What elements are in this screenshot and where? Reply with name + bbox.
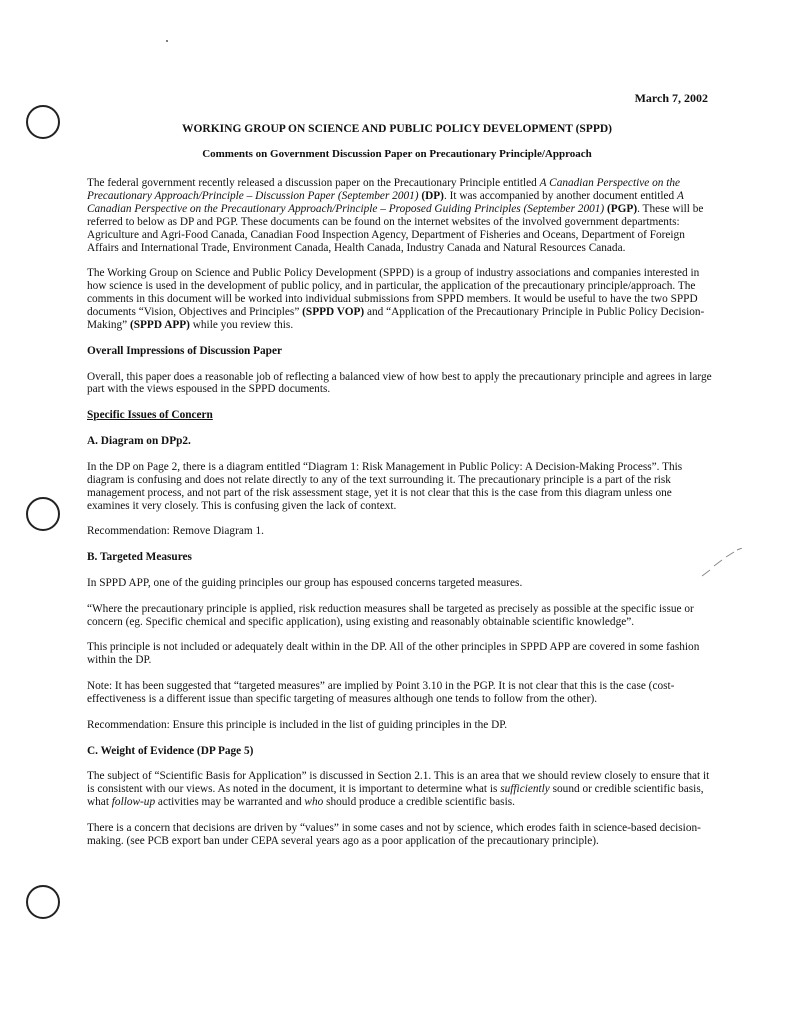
sppd-text: The Working Group on Science and Public Policy Development (SPPD) is a group of industry associations and companies interested in how science is used in the development of public policy, and in particular, the application of the precautionary principle/approach. The comments in this document will be worked into individual submissions from SPPD members. It would be useful to have the two SPPD documents “Vision, Objectives and Principles” (87, 267, 700, 319)
section-b-text: In SPPD APP, one of the guiding principles our group has espoused concerns targeted measures. (87, 576, 523, 589)
punch-hole-middle (26, 497, 60, 531)
scan-speck (166, 40, 168, 42)
pgp-abbrev: (PGP) (604, 202, 638, 215)
punch-hole-bottom (26, 885, 60, 919)
sppd-app: (SPPD APP) (129, 318, 190, 331)
section-c-emphasis: sufficiently (500, 783, 550, 796)
section-c-span: The subject of “Scientific Basis for Application” is discussed in Section 2.1. This is an area that we should review closely to ensure that it is consistent with our views. As noted in the document, it is important to determine what is (87, 770, 710, 796)
intro-paragraph (87, 177, 712, 254)
sppd-vop: (SPPD VOP) (302, 306, 365, 319)
dp-title: A Canadian Perspective on the Precautionary Approach/Principle – Discussion Paper (September 2001) (87, 177, 681, 202)
document-date: March 7, 2002 (634, 91, 708, 105)
section-c-span: sound or credible scientific basis, what (87, 783, 704, 809)
section-a-text: In the DP on Page 2, there is a diagram entitled “Diagram 1: Risk Management in Public Policy: A Decision-Making Process”. This diagram is confusing and does not relate directly to any of the text surrounding it. The precautionary principle is a part of the risk management process, and not part of the risk assessment stage, yet it is not clear that this is the case from this diagram unless one examines it very closely. This is confusing given the lack of context. (87, 460, 683, 512)
section-c-span: should produce a credible scientific basis. (323, 796, 515, 809)
intro-text: . It was accompanied by another document entitled (443, 189, 678, 202)
specific-issues-heading: Specific Issues of Concern (87, 409, 213, 422)
intro-text: The federal government recently released a discussion paper on the Precautionary Principle entitled (87, 177, 540, 189)
document-subtitle: Comments on Government Discussion Paper on Precautionary Principle/Approach (202, 148, 592, 160)
section-b-quote: “Where the precautionary principle is applied, risk reduction measures shall be targeted as precisely as possible at the specific issue or concern (eg. Specific chemical and specific application), using existing and reasonably obtainable scientific knowledge”. (87, 602, 694, 628)
pgp-title: A Canadian Perspective on the Precautionary Approach/Principle – Proposed Guiding Principles (September 2001) (87, 189, 684, 215)
overall-heading: Overall Impressions of Discussion Paper (87, 344, 282, 357)
section-b-note: Note: It has been suggested that “targeted measures” are implied by Point 3.10 in the PGP. It is not clear that this is the case (cost-effectiveness is a different issue than specific targeting of measures although one tends to follow from the other). (87, 680, 675, 706)
section-a-recommendation: Recommendation: Remove Diagram 1. (87, 525, 264, 538)
section-c-heading: C. Weight of Evidence (DP Page 5) (87, 744, 254, 757)
sppd-paragraph (87, 267, 712, 332)
document-body (87, 177, 712, 861)
section-b-text-2: This principle is not included or adequately dealt within in the DP. All of the other principles in SPPD APP are covered in some fashion within the DP. (87, 641, 700, 667)
sppd-text: while you review this. (189, 318, 294, 331)
overall-text: Overall, this paper does a reasonable job of reflecting a balanced view of how best to apply the precautionary principle and agrees in large part with the views espoused in the SPPD documents. (87, 370, 712, 396)
section-c-emphasis: follow-up (111, 796, 156, 809)
section-c-emphasis: who (304, 796, 324, 809)
section-c-span: activities may be warranted and (155, 796, 305, 809)
intro-text: . These will be referred to below as DP and PGP. These documents can be found on the internet websites of the involved government departments: Agriculture and Agri-Food Canada, Canadian Food Inspection Agency, Department of Fisheries and Oceans, Department of Foreign Affairs and International Trade, Environment Canada, Health Canada, Industry Canada and Natural Resources Canada. (87, 202, 704, 254)
sppd-text: and “Application of the Precautionary Principle in Public Policy Decision-Making” (87, 306, 705, 331)
section-c-text-2: There is a concern that decisions are driven by “values” in some cases and not by science, which erodes faith in science-based decision-making. (see PCB export ban under CEPA several years ago as a poor application of the precautionary principle). (87, 822, 701, 847)
section-c-text (87, 770, 712, 809)
dp-abbrev: (DP) (418, 189, 444, 202)
section-a-heading: A. Diagram on DPp2. (87, 435, 191, 448)
section-b-heading: B. Targeted Measures (87, 551, 192, 564)
document-title: WORKING GROUP ON SCIENCE AND PUBLIC POLICY DEVELOPMENT (SPPD) (181, 123, 612, 135)
section-b-recommendation: Recommendation: Ensure this principle is included in the list of guiding principles in the DP. (87, 718, 508, 731)
